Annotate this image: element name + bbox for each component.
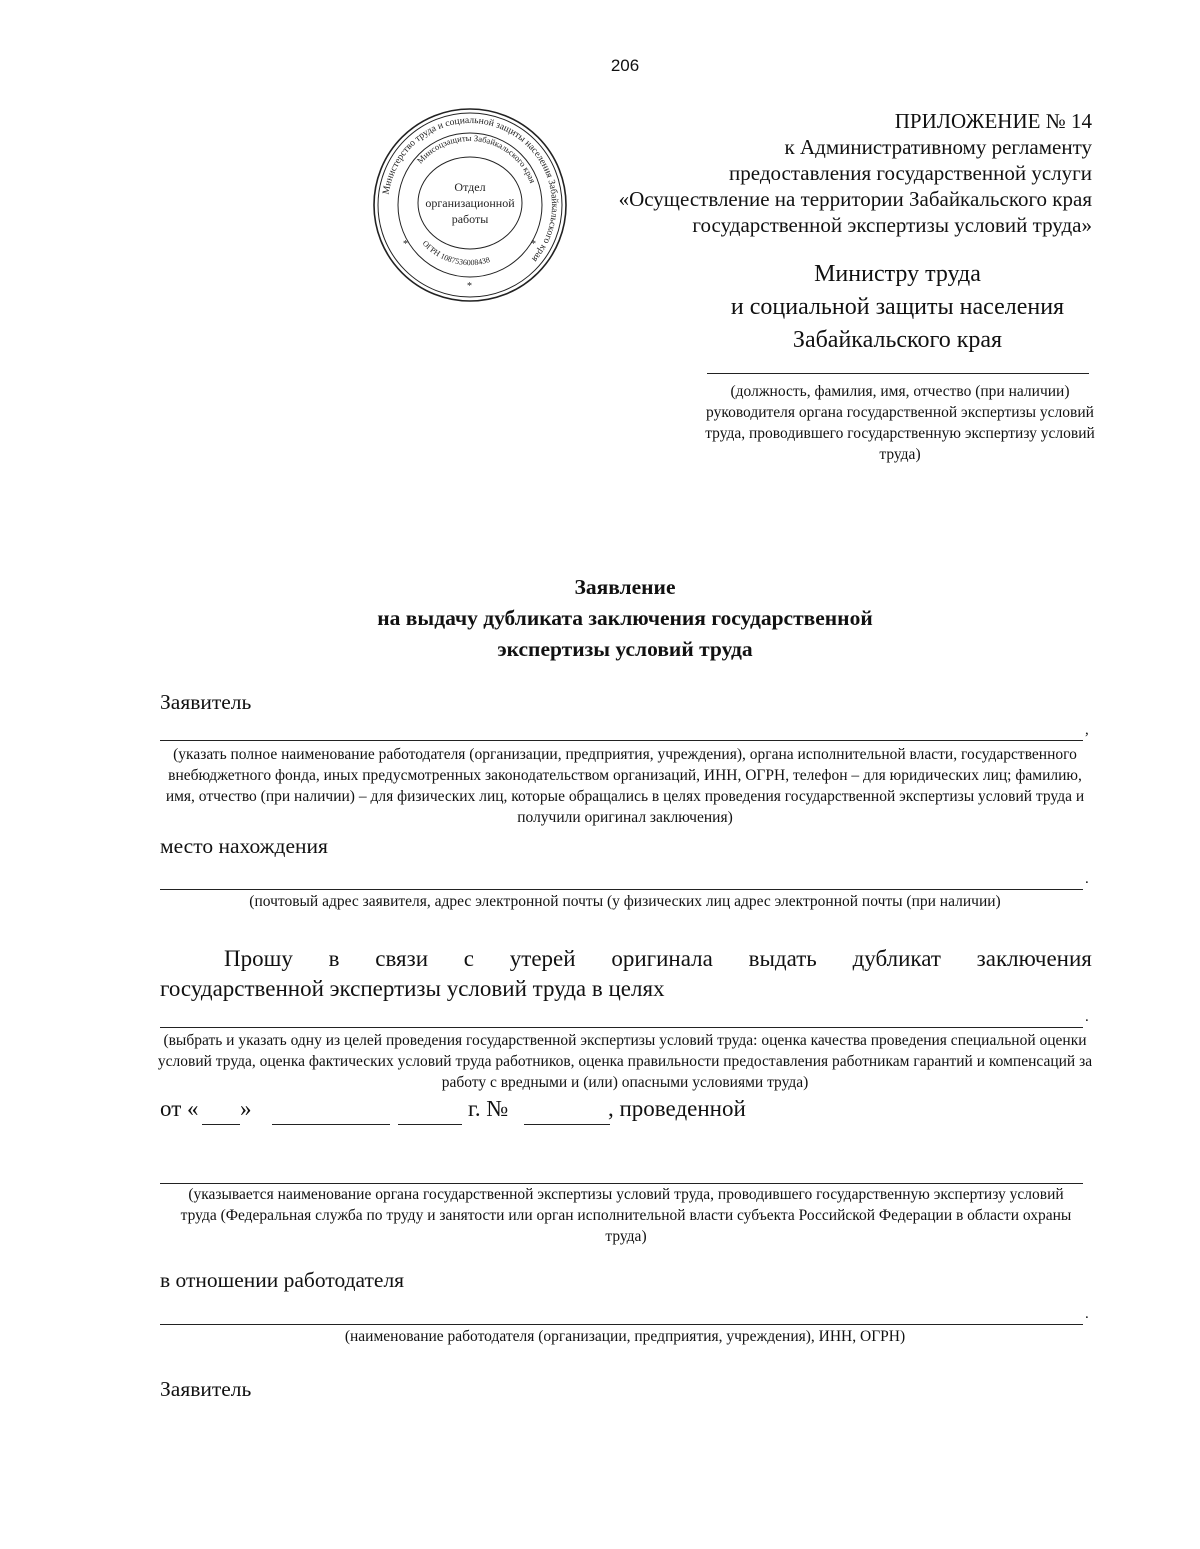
location-blank-line	[160, 889, 1083, 890]
seal-ogrn: ОГРН 1087536008438	[420, 238, 491, 268]
request-paragraph	[160, 944, 1092, 1004]
employer-label: в отношении работодателя	[160, 1268, 405, 1292]
applicant-blank-line	[160, 740, 1083, 741]
date-conducted: , проведенной	[608, 1096, 746, 1121]
request-line-1	[160, 944, 1092, 974]
request-word: с	[463, 946, 475, 971]
employer-blank-line	[160, 1324, 1083, 1325]
location-period: .	[1085, 871, 1089, 887]
appendix-line: ПРИЛОЖЕНИЕ № 14	[894, 109, 1092, 133]
request-word: в	[328, 946, 340, 971]
employer-period: .	[1085, 1306, 1089, 1322]
seal-star-left: *	[403, 239, 408, 250]
document-title	[0, 572, 1200, 665]
appendix-line: «Осуществление на территории Забайкальского края	[618, 187, 1092, 211]
request-word: выдать	[748, 946, 817, 971]
request-period: .	[1085, 1009, 1089, 1025]
date-from: от «	[160, 1096, 199, 1121]
applicant-note: (указать полное наименование работодателя (организации, предприятия, учреждения), органа исполнительной власти, государственного внебюджетного фонда, иных предусмотренных законодательством организаций, ИНН, ОГРН, телефон – для юридических лиц; фамилию, имя, отчество (при наличии) – для физических лиц, которые обращались в целях проведения государственной экспертизы условий труда и получили оригинал заключения)	[165, 746, 1085, 826]
request-word: Прошу	[224, 946, 293, 971]
appendix-line: государственной экспертизы условий труда»	[692, 213, 1092, 237]
seal-center-line-1: Отдел	[454, 180, 486, 194]
request-word: утерей	[509, 946, 576, 971]
request-note: (выбрать и указать одну из целей проведения государственной экспертизы условий труда: оценка качества проведения специальной оценки условий труда, оценка фактических условий труда работников, оценка правильности предоставления работникам гарантий и компенсаций за работу с вредными и (или) опасными условиями труда)	[157, 1032, 1093, 1091]
title-line-1: Заявление	[574, 575, 676, 599]
location-label: место нахождения	[160, 834, 328, 858]
date-day-blank	[202, 1124, 240, 1125]
addressee-line: и социальной защиты населения	[730, 294, 1065, 320]
seal-center-line-3: работы	[451, 212, 489, 226]
title-line-2: на выдачу дубликата заключения государственной	[377, 606, 873, 630]
seal-star-right: *	[531, 239, 536, 250]
request-word: заключения	[976, 946, 1092, 971]
request-word: связи	[375, 946, 429, 971]
svg-text:ОГРН 1087536008438	[421, 239, 491, 267]
date-year-blank	[398, 1124, 462, 1125]
employer-note: (наименование работодателя (организации, предприятия, учреждения), ИНН, ОГРН)	[344, 1328, 906, 1345]
seal-outer-text: Министерство труда и социальной защиты населения Забайкальского края	[380, 114, 561, 265]
number-blank	[524, 1124, 610, 1125]
seal-inner-text: Минсоцзащиты Забайкальского края	[414, 132, 538, 185]
appendix-header	[532, 108, 1092, 238]
appendix-line: к Административному регламенту	[784, 135, 1092, 159]
date-month-blank	[272, 1124, 390, 1125]
applicant-comma: ,	[1085, 722, 1089, 738]
applicant-label: Заявитель	[160, 690, 252, 714]
seal-star-bottom: *	[467, 281, 472, 292]
request-word: оригинала	[611, 946, 713, 971]
page-number: 206	[610, 56, 640, 75]
appendix-line: предоставления государственной услуги	[729, 161, 1092, 185]
organ-note: (указывается наименование органа государственной экспертизы условий труда, проводившего государственную экспертизу условий труда (Федеральная служба по труду и занятости или орган исполнительной власти субъекта Российской Федерации в области охраны труда)	[180, 1186, 1072, 1245]
title-line-3: экспертизы условий труда	[497, 637, 753, 661]
signature-label: Заявитель	[160, 1377, 252, 1401]
addressee	[700, 258, 1095, 357]
date-close-quote: »	[240, 1096, 252, 1121]
date-year-number-label: г. №	[468, 1096, 509, 1121]
request-line-2: государственной экспертизы условий труда в целях	[160, 976, 665, 1001]
request-blank-line	[160, 1027, 1083, 1028]
addressee-blank-line	[707, 373, 1089, 374]
addressee-line: Министру труда	[814, 261, 981, 287]
location-note: (почтовый адрес заявителя, адрес электронной почты (у физических лиц адрес электронной почты (при наличии)	[249, 893, 1001, 910]
seal-center-line-2: организационной	[425, 196, 515, 210]
request-word: дубликат	[852, 946, 941, 971]
addressee-line: Забайкальского края	[792, 327, 1003, 353]
addressee-note: (должность, фамилия, имя, отчество (при наличии) руководителя органа государственной экспертизы условий труда, проводившего государственную экспертизу условий труда)	[705, 383, 1095, 463]
